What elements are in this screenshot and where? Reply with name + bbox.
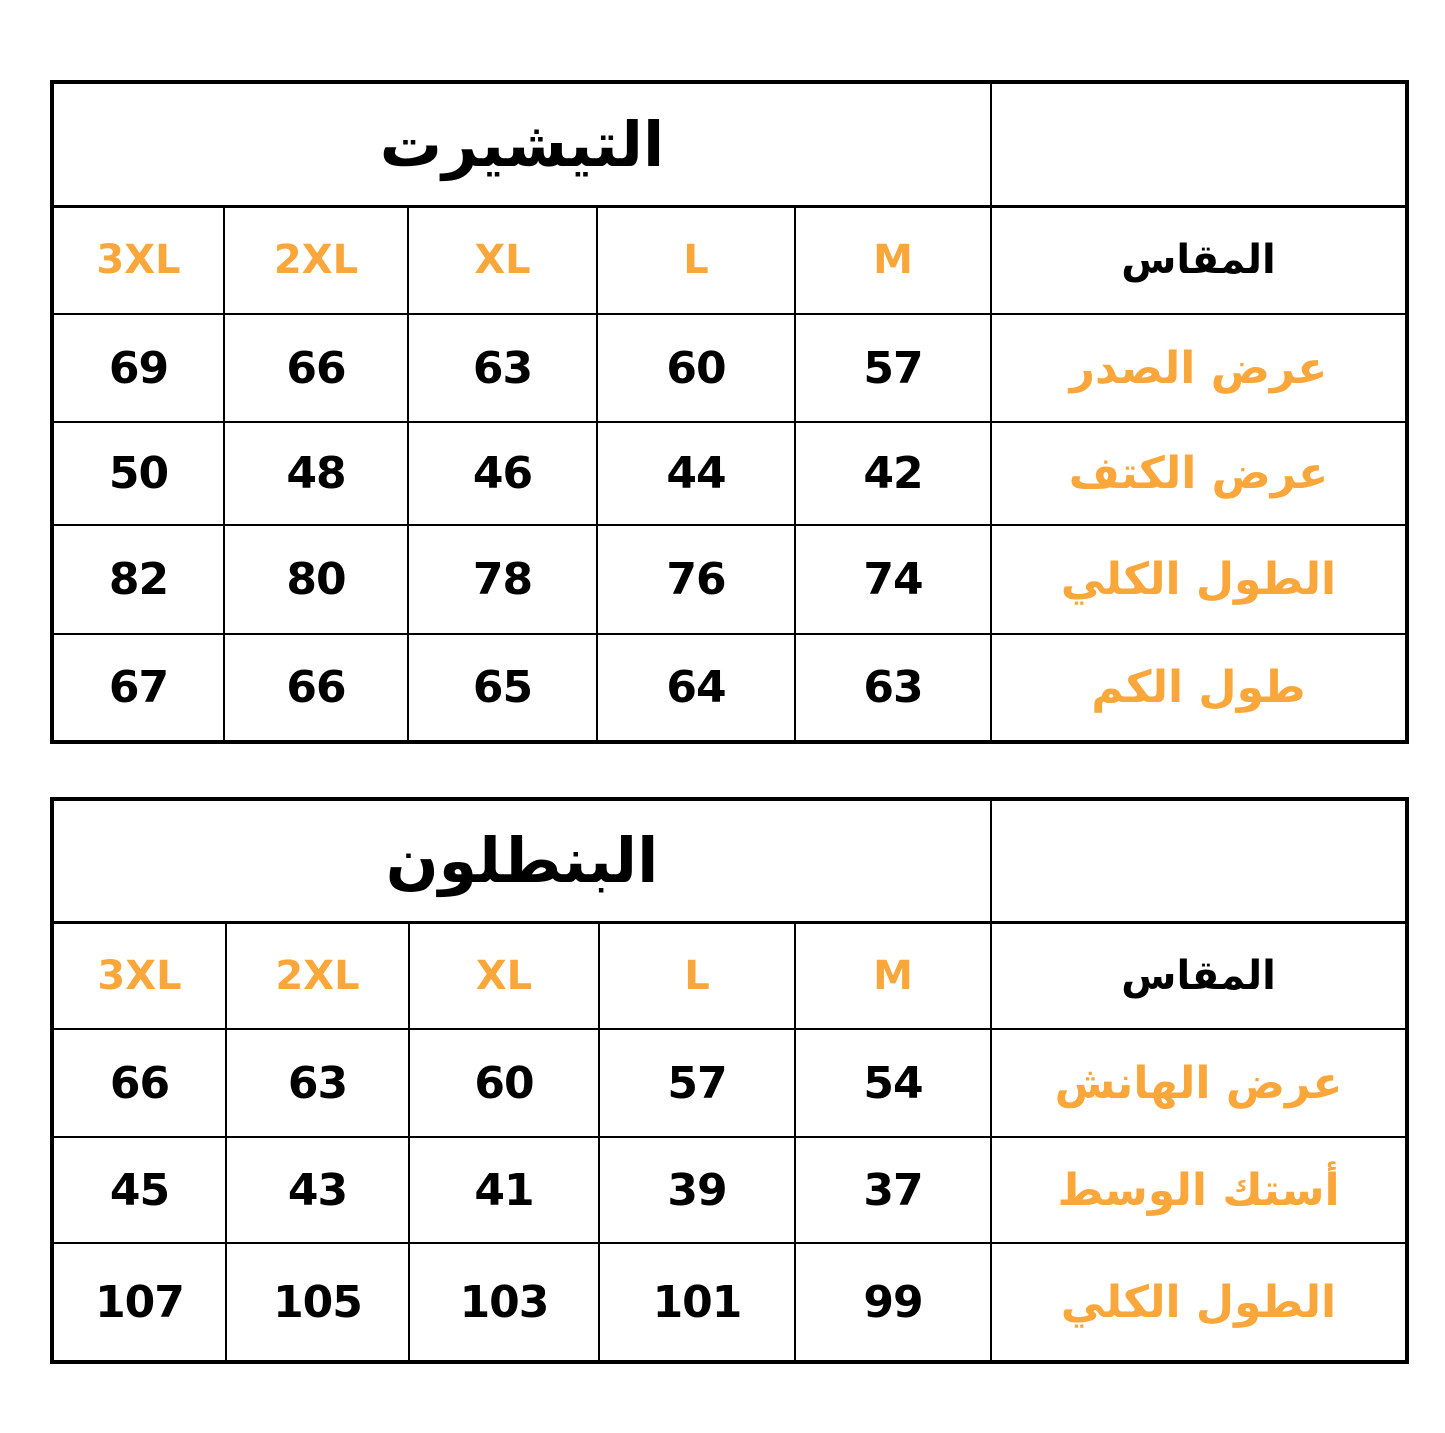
value-cell: 67 <box>52 634 224 742</box>
size-label-header: المقاس <box>991 922 1407 1029</box>
value-cell: 78 <box>408 525 597 634</box>
measurement-label: عرض الصدر <box>991 314 1407 422</box>
size-label-header: المقاس <box>991 206 1407 314</box>
value-cell: 99 <box>795 1243 991 1362</box>
value-cell: 54 <box>795 1029 991 1137</box>
value-cell: 39 <box>599 1137 795 1243</box>
pants-size-table <box>50 797 1409 1364</box>
size-xl-header: XL <box>409 922 599 1029</box>
value-cell: 74 <box>795 525 991 634</box>
table-row <box>52 1137 1407 1243</box>
value-cell: 63 <box>795 634 991 742</box>
pants-size-header-row <box>52 922 1407 1029</box>
table-row <box>52 314 1407 422</box>
size-l-header: L <box>599 922 795 1029</box>
value-cell: 57 <box>599 1029 795 1137</box>
value-cell: 57 <box>795 314 991 422</box>
table-row <box>52 1243 1407 1362</box>
value-cell: 80 <box>224 525 408 634</box>
value-cell: 82 <box>52 525 224 634</box>
pants-title-row <box>52 799 1407 922</box>
table-row <box>52 525 1407 634</box>
value-cell: 45 <box>52 1137 226 1243</box>
measurement-label: عرض الكتف <box>991 422 1407 525</box>
tshirt-title: التيشيرت <box>52 82 991 206</box>
value-cell: 60 <box>409 1029 599 1137</box>
size-m-header: M <box>795 206 991 314</box>
size-l-header: L <box>597 206 795 314</box>
table-row <box>52 1029 1407 1137</box>
value-cell: 37 <box>795 1137 991 1243</box>
measurement-label: الطول الكلي <box>991 1243 1407 1362</box>
value-cell: 76 <box>597 525 795 634</box>
value-cell: 48 <box>224 422 408 525</box>
pants-title: البنطلون <box>52 799 991 922</box>
value-cell: 41 <box>409 1137 599 1243</box>
size-3xl-header: 3XL <box>52 206 224 314</box>
empty-corner-cell <box>991 82 1407 206</box>
value-cell: 43 <box>226 1137 409 1243</box>
size-2xl-header: 2XL <box>226 922 409 1029</box>
value-cell: 42 <box>795 422 991 525</box>
value-cell: 66 <box>224 634 408 742</box>
value-cell: 107 <box>52 1243 226 1362</box>
empty-corner-cell <box>991 799 1407 922</box>
size-m-header: M <box>795 922 991 1029</box>
value-cell: 46 <box>408 422 597 525</box>
value-cell: 50 <box>52 422 224 525</box>
tshirt-title-row <box>52 82 1407 206</box>
value-cell: 69 <box>52 314 224 422</box>
table-row <box>52 634 1407 742</box>
value-cell: 44 <box>597 422 795 525</box>
measurement-label: طول الكم <box>991 634 1407 742</box>
value-cell: 65 <box>408 634 597 742</box>
value-cell: 66 <box>52 1029 226 1137</box>
value-cell: 63 <box>408 314 597 422</box>
value-cell: 60 <box>597 314 795 422</box>
value-cell: 101 <box>599 1243 795 1362</box>
size-xl-header: XL <box>408 206 597 314</box>
value-cell: 66 <box>224 314 408 422</box>
table-row <box>52 422 1407 525</box>
tshirt-size-header-row <box>52 206 1407 314</box>
value-cell: 64 <box>597 634 795 742</box>
measurement-label: أستك الوسط <box>991 1137 1407 1243</box>
value-cell: 63 <box>226 1029 409 1137</box>
measurement-label: الطول الكلي <box>991 525 1407 634</box>
value-cell: 105 <box>226 1243 409 1362</box>
size-2xl-header: 2XL <box>224 206 408 314</box>
measurement-label: عرض الهانش <box>991 1029 1407 1137</box>
value-cell: 103 <box>409 1243 599 1362</box>
tshirt-size-table <box>50 80 1409 744</box>
size-3xl-header: 3XL <box>52 922 226 1029</box>
